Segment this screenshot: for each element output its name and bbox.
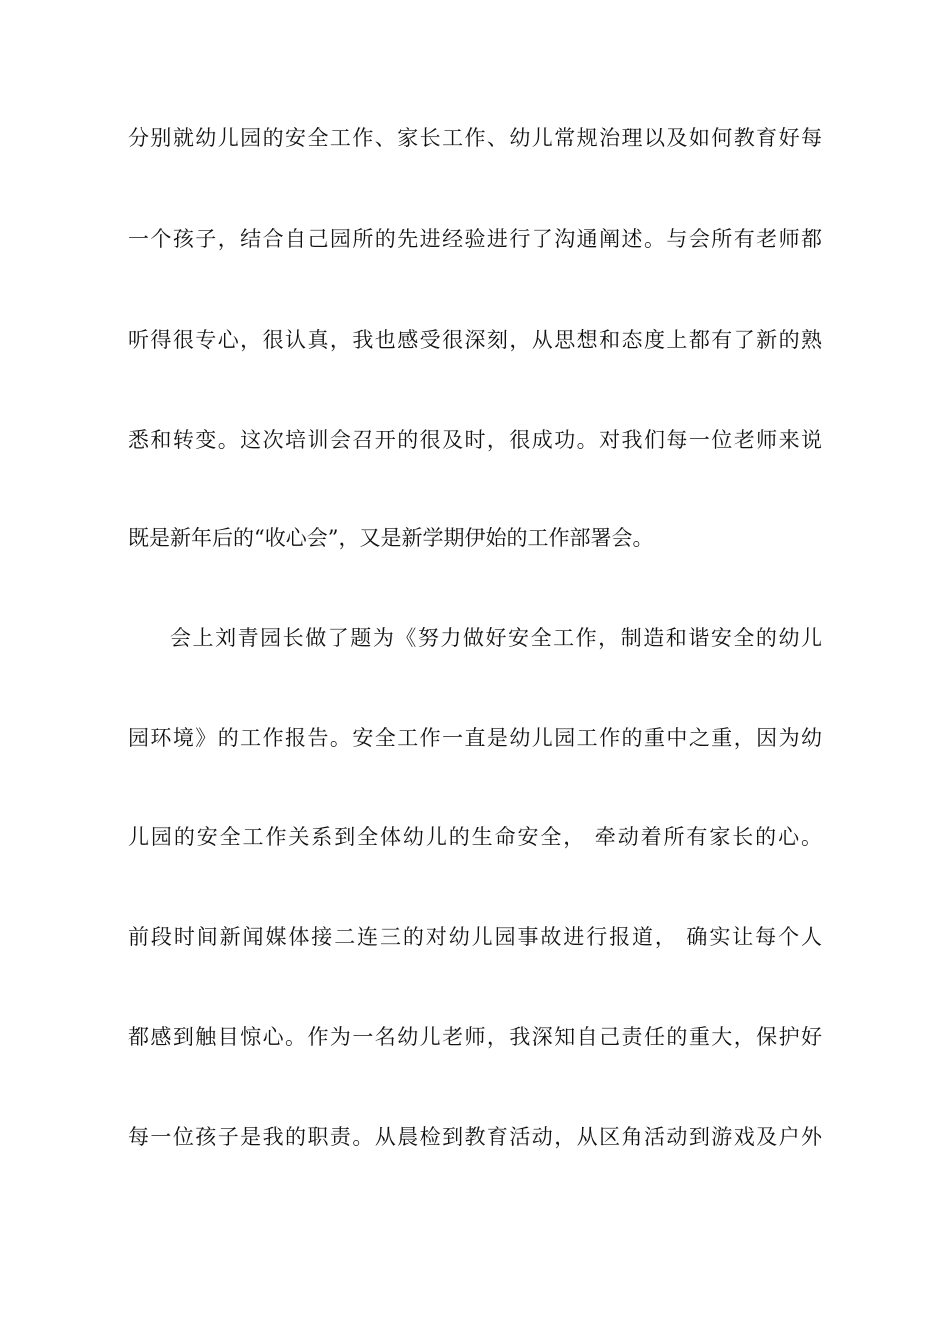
paragraph-line-2: 一个孩子，结合自己园所的先进经验进行了沟通阐述。与会所有老师都 [128, 227, 822, 251]
paragraph-2-line-5: 都感到触目惊心。作为一名幼儿老师，我深知自己责任的重大，保护好 [128, 1025, 822, 1049]
paragraph-2-line-2: 园环境》的工作报告。安全工作一直是幼儿园工作的重中之重，因为幼 [128, 726, 822, 750]
paragraph-2-line-6: 每一位孩子是我的职责。从晨检到教育活动，从区角活动到游戏及户外 [128, 1125, 822, 1149]
paragraph-line-1: 分别就幼儿园的安全工作、家长工作、幼儿常规治理以及如何教育好每 [128, 126, 822, 150]
paragraph-line-5: 既是新年后的“收心会”，又是新学期伊始的工作部署会。 [128, 526, 654, 550]
paragraph-line-3: 听得很专心，很认真，我也感受很深刻，从思想和态度上都有了新的熟 [128, 328, 822, 352]
paragraph-2-line-4: 前段时间新闻媒体接二连三的对幼儿园事故进行报道， 确实让每个人 [128, 925, 822, 949]
paragraph-line-4: 悉和转变。这次培训会召开的很及时，很成功。对我们每一位老师来说 [128, 428, 822, 452]
paragraph-2-line-1: 会上刘青园长做了题为《努力做好安全工作，制造和谐安全的幼儿 [170, 626, 822, 650]
paragraph-2-line-3: 儿园的安全工作关系到全体幼儿的生命安全， 牵动着所有家长的心。 [128, 825, 822, 849]
